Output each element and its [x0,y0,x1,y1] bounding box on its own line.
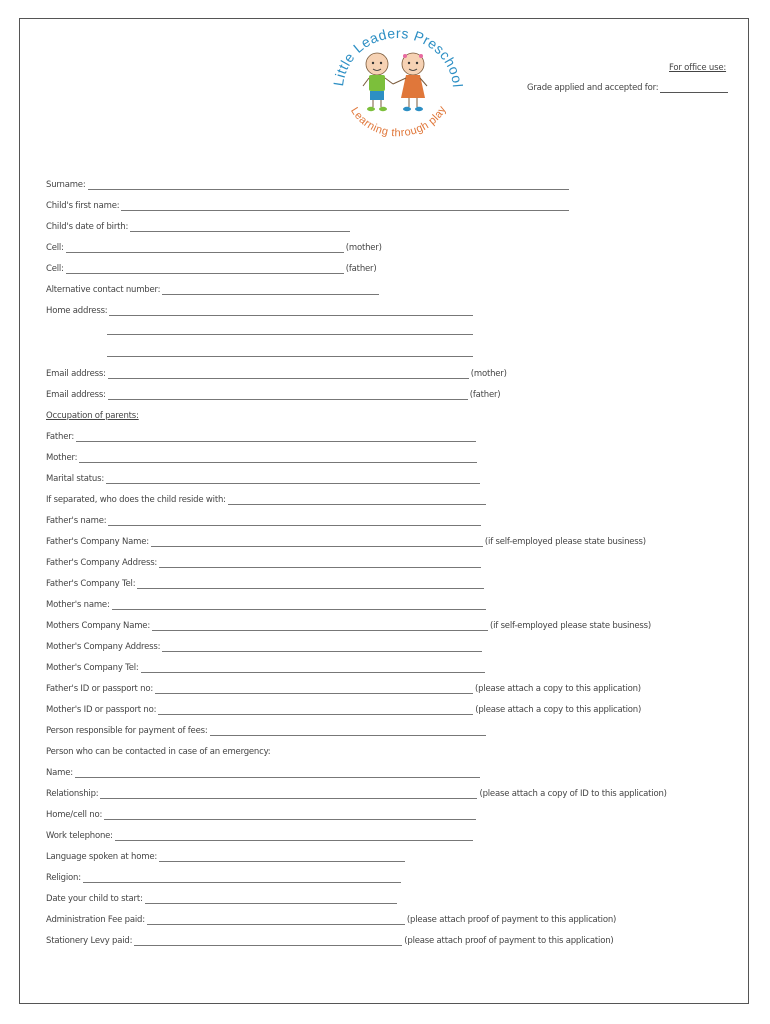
mother-company-tel-label: Mother's Company Tel: [46,663,139,673]
language-blank[interactable] [159,852,405,862]
cell-father-label: Cell: [46,264,64,274]
religion-field[interactable] [46,871,403,883]
father-company-field[interactable] [46,535,646,547]
cell-mother-field[interactable] [46,241,382,253]
alt-contact-blank[interactable] [162,285,379,295]
fathers-name-field[interactable] [46,514,483,526]
payment-person-label: Person responsible for payment of fees: [46,726,208,736]
payment-person-field[interactable] [46,724,488,736]
relationship-note: (please attach a copy of ID to this application) [479,789,667,799]
cell-father-blank[interactable] [66,264,344,274]
alt-contact-label: Alternative contact number: [46,285,161,295]
father-company-address-field[interactable] [46,556,483,568]
father-company-tel-blank[interactable] [137,579,484,589]
home-cell-field[interactable] [46,808,478,820]
home-cell-blank[interactable] [104,810,476,820]
fathers-name-label: Father's name: [46,516,107,526]
logo-tagline-text: Learning through play [348,103,449,140]
email-mother-blank[interactable] [108,369,469,379]
svg-text:Learning through play [348,104,449,139]
emergency-name-label: Name: [46,768,73,778]
home-address-line-2[interactable] [107,334,473,335]
first-name-field[interactable] [46,199,571,211]
email-mother-label: Email address: [46,369,106,379]
language-field[interactable] [46,850,407,862]
marital-status-blank[interactable] [106,474,480,484]
email-mother-field[interactable] [46,367,507,379]
marital-status-label: Marital status: [46,474,104,484]
mother-id-blank[interactable] [158,705,473,715]
occupation-header-label: Occupation of parents: [46,411,139,421]
mother-id-note: (please attach a copy to this application) [475,705,642,715]
start-date-label: Date your child to start: [46,894,143,904]
work-tel-label: Work telephone: [46,831,113,841]
home-address-field[interactable] [46,304,475,316]
mother-occupation-blank[interactable] [79,453,477,463]
father-id-blank[interactable] [155,684,473,694]
stationery-label: Stationery Levy paid: [46,936,133,946]
admin-fee-field[interactable] [46,913,616,925]
start-date-blank[interactable] [145,894,397,904]
first-name-label: Child's first name: [46,201,120,211]
girl-figure [393,53,427,111]
stationery-blank[interactable] [134,936,402,946]
email-father-label: Email address: [46,390,106,400]
mother-company-tel-blank[interactable] [141,663,485,673]
emergency-name-field[interactable] [46,766,482,778]
office-use-title: For office use: [669,63,727,73]
mothers-name-blank[interactable] [112,600,486,610]
cell-mother-label: Cell: [46,243,64,253]
dob-field[interactable] [46,220,352,232]
religion-blank[interactable] [83,873,401,883]
cell-mother-blank[interactable] [66,243,344,253]
father-occupation-label: Father: [46,432,75,442]
work-tel-blank[interactable] [115,831,473,841]
father-company-note: (if self-employed please state business) [484,537,646,547]
mothers-name-label: Mother's name: [46,600,110,610]
mother-company-address-blank[interactable] [162,642,482,652]
mother-id-label: Mother's ID or passport no: [46,705,157,715]
emergency-header [46,745,270,757]
father-id-field[interactable] [46,682,641,694]
mother-company-tel-field[interactable] [46,661,487,673]
boy-figure [363,53,393,111]
fathers-name-blank[interactable] [108,516,481,526]
surname-field[interactable] [46,178,571,190]
grade-label: Grade applied and accepted for: [527,83,659,93]
cell-mother-note: (mother) [345,243,382,253]
relationship-blank[interactable] [100,789,477,799]
language-label: Language spoken at home: [46,852,158,862]
father-id-note: (please attach a copy to this application) [475,684,641,694]
father-company-label: Father's Company Name: [46,537,149,547]
first-name-blank[interactable] [121,201,569,211]
mother-company-label: Mothers Company Name: [46,621,150,631]
home-cell-label: Home/cell no: [46,810,103,820]
work-tel-field[interactable] [46,829,475,841]
father-id-label: Father's ID or passport no: [46,684,154,694]
father-occupation-field[interactable] [46,430,478,442]
cell-father-field[interactable] [46,262,376,274]
alt-contact-field[interactable] [46,283,381,295]
cell-father-note: (father) [345,264,377,274]
marital-status-field[interactable] [46,472,482,484]
email-father-blank[interactable] [108,390,468,400]
father-company-blank[interactable] [151,537,483,547]
separated-field[interactable] [46,493,488,505]
father-occupation-blank[interactable] [76,432,476,442]
mother-company-blank[interactable] [152,621,488,631]
home-address-line-3[interactable] [107,356,473,357]
email-father-field[interactable] [46,388,500,400]
surname-label: Surname: [46,180,86,190]
separated-blank[interactable] [228,495,486,505]
email-father-note: (father) [469,390,501,400]
relationship-label: Relationship: [46,789,99,799]
stationery-note: (please attach proof of payment to this application) [404,936,614,946]
dob-blank[interactable] [130,222,350,232]
mother-company-note: (if self-employed please state business) [490,621,651,631]
admin-fee-note: (please attach proof of payment to this application) [406,915,617,925]
relationship-field[interactable] [46,787,667,799]
mother-id-field[interactable] [46,703,641,715]
mothers-name-field[interactable] [46,598,488,610]
home-address-blank[interactable] [109,306,473,316]
emergency-name-blank[interactable] [75,768,480,778]
emergency-header-label: Person who can be contacted in case of an emergency: [46,747,271,757]
svg-text:Little Leaders Preschool [330,25,466,88]
mother-company-address-label: Mother's Company Address: [46,642,161,652]
mother-company-address-field[interactable] [46,640,484,652]
logo-name-text: Little Leaders Preschool [330,24,466,89]
mother-company-field[interactable] [46,619,651,631]
preschool-logo [325,20,470,145]
start-date-field[interactable] [46,892,399,904]
surname-blank[interactable] [88,180,569,190]
admin-fee-blank[interactable] [147,915,405,925]
occupation-header [46,409,139,421]
home-address-label: Home address: [46,306,108,316]
father-company-tel-field[interactable] [46,577,486,589]
father-company-address-label: Father's Company Address: [46,558,158,568]
admin-fee-label: Administration Fee paid: [46,915,145,925]
grade-blank[interactable] [660,83,728,93]
mother-occupation-label: Mother: [46,453,78,463]
father-company-address-blank[interactable] [159,558,481,568]
religion-label: Religion: [46,873,81,883]
father-company-tel-label: Father's Company Tel: [46,579,136,589]
dob-label: Child's date of birth: [46,222,129,232]
email-mother-note: (mother) [470,369,507,379]
mother-occupation-field[interactable] [46,451,479,463]
payment-person-blank[interactable] [210,726,486,736]
separated-label: If separated, who does the child reside with: [46,495,226,505]
grade-field[interactable] [527,83,728,93]
stationery-field[interactable] [46,934,614,946]
